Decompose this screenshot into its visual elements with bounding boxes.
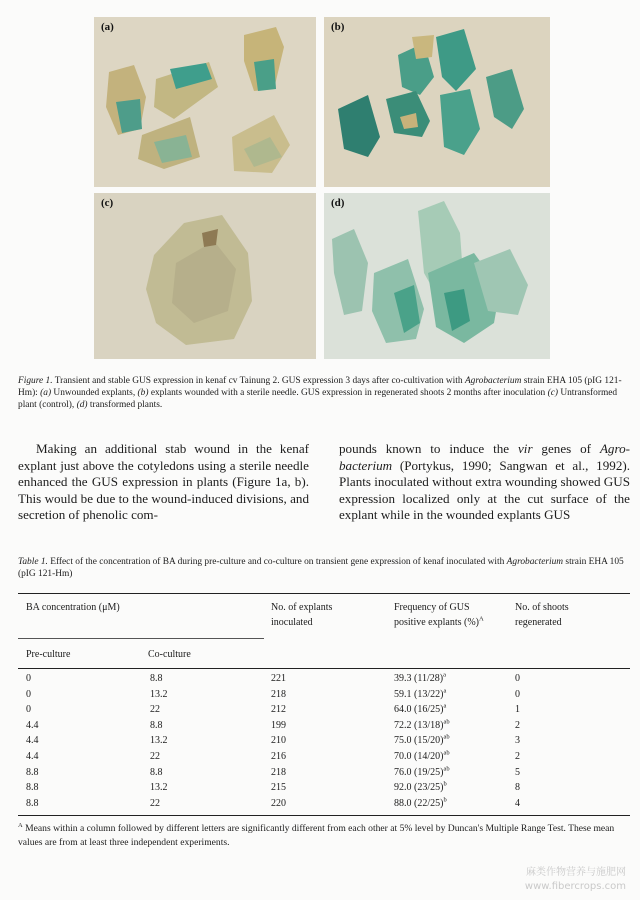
cell-shoots-value: 4 bbox=[515, 797, 520, 809]
cell-shoots-value: 2 bbox=[515, 719, 520, 731]
body-text: genes of bbox=[532, 441, 600, 456]
cell-pre-culture bbox=[26, 796, 39, 811]
cell-explants bbox=[271, 671, 286, 686]
cell-co-culture-value: 8.8 bbox=[150, 719, 163, 731]
cell-shoots bbox=[515, 749, 520, 764]
body-text-left-column bbox=[18, 441, 309, 524]
header-pre-culture: Pre-culture bbox=[26, 649, 71, 660]
table-row bbox=[0, 765, 640, 780]
cell-frequency bbox=[394, 718, 450, 733]
table-caption-genus: Agrobacterium bbox=[506, 557, 564, 567]
cell-co-culture bbox=[150, 687, 168, 702]
photo-untransformed-plant bbox=[94, 193, 316, 359]
significance-letter: ab bbox=[443, 734, 450, 742]
significance-letter: a bbox=[443, 671, 446, 679]
cell-co-culture bbox=[150, 765, 163, 780]
table-row bbox=[0, 749, 640, 764]
cell-frequency bbox=[394, 671, 446, 686]
table-row bbox=[0, 780, 640, 795]
cell-frequency bbox=[394, 702, 446, 717]
cell-frequency-value: 64.0 (16/25) bbox=[394, 704, 444, 716]
cell-pre-culture-value: 4.4 bbox=[26, 719, 39, 731]
significance-letter: b bbox=[443, 796, 447, 804]
cell-frequency-value: 75.0 (15/20) bbox=[394, 735, 444, 747]
body-text-right-column bbox=[339, 441, 630, 524]
panel-label-d: (d) bbox=[331, 197, 345, 209]
cell-explants-value: 218 bbox=[271, 688, 286, 700]
header-shoots: No. of shoots regenerated bbox=[515, 602, 569, 628]
cell-shoots-value: 0 bbox=[515, 673, 520, 684]
cell-pre-culture-value: 8.8 bbox=[26, 797, 39, 809]
cell-pre-culture bbox=[26, 765, 39, 780]
cell-explants-value: 221 bbox=[271, 673, 286, 684]
table-row bbox=[0, 718, 640, 733]
figure-caption-label-b: (b) bbox=[137, 388, 149, 399]
cell-shoots bbox=[515, 733, 520, 748]
cell-frequency-value: 76.0 (19/25) bbox=[394, 766, 444, 778]
cell-explants bbox=[271, 718, 286, 733]
photo-transformed-plants bbox=[324, 193, 550, 359]
cell-pre-culture bbox=[26, 671, 31, 686]
cell-shoots-value: 1 bbox=[515, 704, 520, 716]
cell-explants bbox=[271, 749, 286, 764]
cell-co-culture bbox=[150, 796, 160, 811]
footnote-text: Means within a column followed by different letters are significantly different from each other at 5% level by Duncan's Multiple Range Test. These mean values are from at least three independent experiments. bbox=[18, 823, 615, 848]
cell-frequency-value: 39.3 (11/28) bbox=[394, 673, 444, 684]
table-caption-prefix: Table 1. bbox=[18, 557, 48, 567]
table-footnote bbox=[18, 822, 630, 850]
cell-co-culture-value: 22 bbox=[150, 704, 160, 716]
body-text: (Portykus, 1990; Sangwan et al., 1992). Plants inoculated without extra wounding showed GUS expression localized only at the cut surface of the explant while in the wounded explants GUS bbox=[339, 457, 630, 523]
ba-header-underline bbox=[18, 638, 264, 639]
table-caption bbox=[18, 556, 630, 580]
cell-explants bbox=[271, 733, 286, 748]
cell-shoots-value: 3 bbox=[515, 735, 520, 747]
photo-explants-unwounded bbox=[94, 17, 316, 187]
panel-label-c: (c) bbox=[101, 197, 114, 209]
cell-co-culture-value: 13.2 bbox=[150, 688, 168, 700]
figure-caption-text: Unwounded explants, bbox=[51, 388, 138, 399]
significance-letter: ab bbox=[443, 765, 450, 773]
figure-caption-text: explants wounded with a sterile needle. GUS expression in regenerated shoots 2 months after inoculation bbox=[148, 388, 548, 399]
cell-pre-culture-value: 4.4 bbox=[26, 735, 39, 747]
cell-explants-value: 210 bbox=[271, 735, 286, 747]
header-frequency bbox=[394, 600, 484, 630]
cell-frequency bbox=[394, 687, 446, 702]
cell-frequency bbox=[394, 796, 447, 811]
figure-caption-text: Untransformed plant (control), bbox=[18, 388, 618, 411]
cell-pre-culture bbox=[26, 718, 39, 733]
body-text: pounds known to induce the bbox=[339, 441, 518, 456]
header-co-culture: Co-culture bbox=[148, 649, 191, 660]
cell-shoots-value: 0 bbox=[515, 688, 520, 700]
cell-explants-value: 216 bbox=[271, 751, 286, 762]
cell-pre-culture-value: 0 bbox=[26, 688, 31, 700]
table-header-rule bbox=[18, 668, 630, 669]
cell-explants bbox=[271, 780, 286, 795]
body-text-genus: Agro-bacterium bbox=[339, 441, 630, 473]
cell-frequency-value: 88.0 (22/25) bbox=[394, 797, 444, 809]
cell-frequency-value: 72.2 (13/18) bbox=[394, 719, 444, 731]
body-paragraph: Making an additional stab wound in the kenaf explant just above the cotyledons using a sterile needle enhanced the GUS expression in plants (Figure 1a, b). This would be due to the wound-induced divisions, and secretion of phenolic com- bbox=[18, 441, 309, 523]
cell-frequency-value: 92.0 (23/25) bbox=[394, 782, 444, 794]
cell-pre-culture bbox=[26, 749, 39, 764]
cell-pre-culture bbox=[26, 780, 39, 795]
cell-shoots-value: 5 bbox=[515, 766, 520, 778]
table-top-rule bbox=[18, 593, 630, 594]
cell-shoots bbox=[515, 765, 520, 780]
cell-co-culture bbox=[150, 718, 163, 733]
watermark bbox=[525, 866, 626, 894]
cell-co-culture-value: 13.2 bbox=[150, 782, 168, 794]
panel-label-a: (a) bbox=[101, 21, 114, 33]
cell-pre-culture bbox=[26, 687, 31, 702]
table-bottom-rule bbox=[18, 815, 630, 816]
cell-pre-culture-value: 0 bbox=[26, 673, 31, 684]
figure-caption-label-c: (c) bbox=[547, 388, 558, 399]
cell-explants-value: 212 bbox=[271, 704, 286, 716]
cell-shoots-value: 8 bbox=[515, 782, 520, 794]
cell-frequency bbox=[394, 765, 450, 780]
table-row bbox=[0, 733, 640, 748]
cell-co-culture bbox=[150, 733, 168, 748]
figure-panel-d bbox=[324, 193, 550, 359]
figure-caption-text: transformed plants. bbox=[87, 400, 163, 411]
cell-shoots-value: 2 bbox=[515, 751, 520, 762]
figure-caption-text: strain EHA 105 (pIG 121-Hm): bbox=[18, 376, 622, 399]
table-row bbox=[0, 687, 640, 702]
cell-explants-value: 215 bbox=[271, 782, 286, 794]
cell-shoots bbox=[515, 702, 520, 717]
figure-caption-text: Transient and stable GUS expression in kenaf cv Tainung 2. GUS expression 3 days after co-cultivation with bbox=[52, 376, 465, 386]
cell-pre-culture-value: 8.8 bbox=[26, 766, 39, 778]
table-row bbox=[0, 796, 640, 811]
cell-pre-culture-value: 4.4 bbox=[26, 751, 39, 762]
significance-letter: ab bbox=[443, 749, 450, 757]
figure-panel-c bbox=[94, 193, 316, 359]
cell-shoots bbox=[515, 718, 520, 733]
cell-pre-culture bbox=[26, 702, 31, 717]
cell-co-culture bbox=[150, 780, 168, 795]
header-frequency-label: Frequency of GUS positive explants (%) bbox=[394, 602, 479, 628]
cell-co-culture-value: 22 bbox=[150, 751, 160, 762]
footnote-sup: A bbox=[18, 821, 23, 829]
body-text-vir: vir bbox=[518, 441, 533, 456]
cell-frequency-value: 70.0 (14/20) bbox=[394, 751, 444, 762]
figure-caption-prefix: Figure 1. bbox=[18, 376, 53, 386]
cell-explants bbox=[271, 687, 286, 702]
cell-co-culture-value: 22 bbox=[150, 797, 160, 809]
cell-frequency bbox=[394, 780, 447, 795]
significance-letter: a bbox=[443, 702, 447, 710]
cell-frequency bbox=[394, 733, 450, 748]
cell-co-culture-value: 8.8 bbox=[150, 766, 163, 778]
cell-co-culture bbox=[150, 671, 163, 686]
header-frequency-sup: A bbox=[478, 615, 484, 623]
header-ba-concentration: BA concentration (μM) bbox=[26, 602, 120, 613]
cell-shoots bbox=[515, 687, 520, 702]
cell-explants-value: 220 bbox=[271, 797, 286, 809]
cell-explants bbox=[271, 765, 286, 780]
significance-letter: ab bbox=[443, 718, 450, 726]
watermark-line2: www.fibercrops.com bbox=[524, 881, 626, 892]
figure-panel-a bbox=[94, 17, 316, 187]
figure-panel-b bbox=[324, 17, 550, 187]
cell-co-culture bbox=[150, 749, 160, 764]
cell-explants-value: 218 bbox=[271, 766, 286, 778]
cell-explants bbox=[271, 702, 286, 717]
body-paragraph bbox=[339, 441, 630, 524]
significance-letter: a bbox=[443, 687, 447, 695]
table-row bbox=[0, 702, 640, 717]
cell-explants-value: 199 bbox=[271, 719, 286, 731]
table-row bbox=[0, 671, 640, 686]
cell-pre-culture-value: 0 bbox=[26, 704, 31, 716]
watermark-line1: 麻类作物营养与施肥网 bbox=[526, 867, 626, 878]
panel-label-b: (b) bbox=[331, 21, 345, 33]
cell-shoots bbox=[515, 780, 520, 795]
figure-caption-genus: Agrobacterium bbox=[464, 376, 522, 386]
figure-caption-label-a: (a) bbox=[40, 388, 52, 399]
figure-caption bbox=[18, 375, 630, 412]
cell-co-culture bbox=[150, 702, 160, 717]
cell-pre-culture-value: 8.8 bbox=[26, 782, 39, 794]
cell-frequency-value: 59.1 (13/22) bbox=[394, 688, 444, 700]
cell-frequency bbox=[394, 749, 450, 764]
cell-co-culture-value: 13.2 bbox=[150, 735, 168, 747]
figure-caption-label-d: (d) bbox=[76, 400, 88, 411]
significance-letter: b bbox=[443, 780, 447, 788]
table-caption-text: strain EHA 105 (pIG 121-Hm) bbox=[18, 557, 624, 580]
cell-co-culture-value: 8.8 bbox=[150, 673, 163, 684]
cell-pre-culture bbox=[26, 733, 39, 748]
cell-shoots bbox=[515, 671, 520, 686]
photo-explants-wounded bbox=[324, 17, 550, 187]
table-caption-text: Effect of the concentration of BA during pre-culture and co-culture on transient gene expression of kenaf inoculated with bbox=[47, 557, 507, 567]
cell-explants bbox=[271, 796, 286, 811]
header-explants: No. of explants inoculated bbox=[271, 602, 333, 628]
cell-shoots bbox=[515, 796, 520, 811]
